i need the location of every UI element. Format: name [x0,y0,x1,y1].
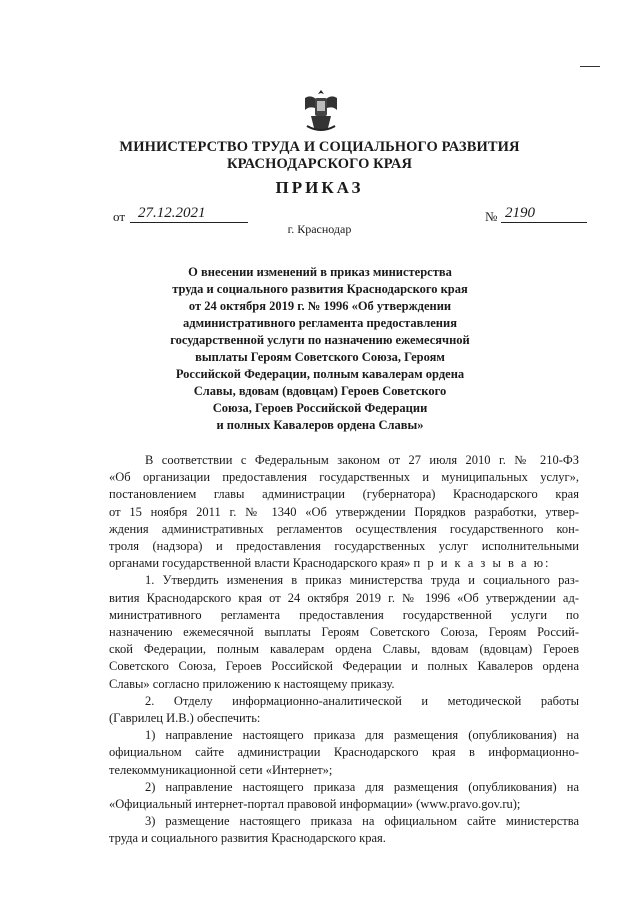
title-line: Российской Федерации, полным кавалерам ордена [175,367,465,381]
number-label: № [485,209,498,224]
body-line: постановлением главы администрации (губернатора) Краснодарского края [109,487,579,502]
paragraph-item-1 [109,572,579,692]
body-text-spaced: п р и к а з ы в а ю: [413,556,551,571]
date-value: 27.12.2021 [130,205,248,223]
title-line: О внесении изменений в приказ министерства [188,265,452,279]
paragraph-item-2 [109,693,579,727]
body-line: назначению ежемесячной выплаты Героям Советского Союза, Героям Россий- [109,625,579,640]
body-line: 1) направление настоящего приказа для размещения (опубликования) на [145,728,579,743]
body-line: «Об организации предоставления государственных и муниципальных услуг», [109,470,579,485]
body-line: 3) размещение настоящего приказа на официальном сайте министерства [145,814,579,829]
document-body [109,452,579,848]
paragraph-item-2-2 [109,779,579,813]
body-line: труда и социального развития Краснодарского края. [109,831,386,846]
body-line: 2) направление настоящего приказа для размещения (опубликования) на [145,779,579,794]
body-line: (Гаврилец И.В.) обеспечить: [109,711,261,726]
body-line: «Официальный интернет-портал правовой информации» (www.pravo.gov.ru); [109,797,521,812]
corner-mark [580,66,600,67]
body-line: 1. Утвердить изменения в приказ министерства труда и социального раз- [145,573,579,588]
date-label: от [113,209,126,224]
body-line: официальном сайте администрации Краснодарского края в информационно- [109,745,579,760]
body-line: троля (надзора) и предоставления государственных услуг исполнительными [109,539,579,554]
ministry-name-line2: КРАСНОДАРСКОГО КРАЯ [226,156,413,172]
body-line: вития Краснодарского края от 24 октября 2019 г. № 1996 «Об утверждении ад- [109,590,579,605]
ministry-name-line1: МИНИСТЕРСТВО ТРУДА И СОЦИАЛЬНОГО РАЗВИТИЯ [119,139,520,155]
body-line: Советского Союза, Героев Российской Федерации и полных Кавалеров ордена [109,659,579,674]
body-line: ской Федерации, полным кавалерам ордена Славы, вдовам (вдовцам) Героев [109,642,579,657]
body-line: В соответствии с Федеральным законом от 27 июля 2010 г. № 210-ФЗ [145,453,579,467]
body-line: министративного регламента предоставления государственной услуги по [109,607,579,622]
title-line: труда и социального развития Краснодарского края [172,282,468,296]
paragraph-preamble [109,452,579,572]
document-type: ПРИКАЗ [275,178,364,197]
body-text: органами государственной власти Краснодарского края» [109,556,411,571]
paragraph-item-2-3 [109,813,579,847]
title-line: государственной услуги по назначению ежемесячной [170,333,470,347]
title-line: Союза, Героев Российской Федерации [212,401,428,415]
body-line [109,555,579,572]
title-line: выплаты Героям Советского Союза, Героям [195,350,445,364]
title-line: и полных Кавалеров ордена Славы» [216,418,424,432]
body-line: ждения административных регламентов осуществления государственного кон- [109,521,579,536]
body-line: Славы» согласно приложению к настоящему приказу. [109,676,395,691]
body-line: телекоммуникационной сети «Интернет»; [109,762,333,777]
title-line: от 24 октября 2019 г. № 1996 «Об утверждении [188,299,452,313]
body-line: от 15 ноября 2011 г. № 1340 «Об утверждении Порядков разработки, утвер- [109,504,579,519]
paragraph-item-2-1 [109,727,579,779]
title-line: Славы, вдовам (вдовцам) Героев Советского [193,384,447,398]
coat-of-arms-icon [301,88,341,134]
number-value: 2190 [501,205,587,223]
city: г. Краснодар [287,222,352,236]
body-line: 2. Отделу информационно-аналитической и методической работы [145,693,579,708]
title-line: административного регламента предоставления [183,316,457,330]
document-title [120,264,520,434]
